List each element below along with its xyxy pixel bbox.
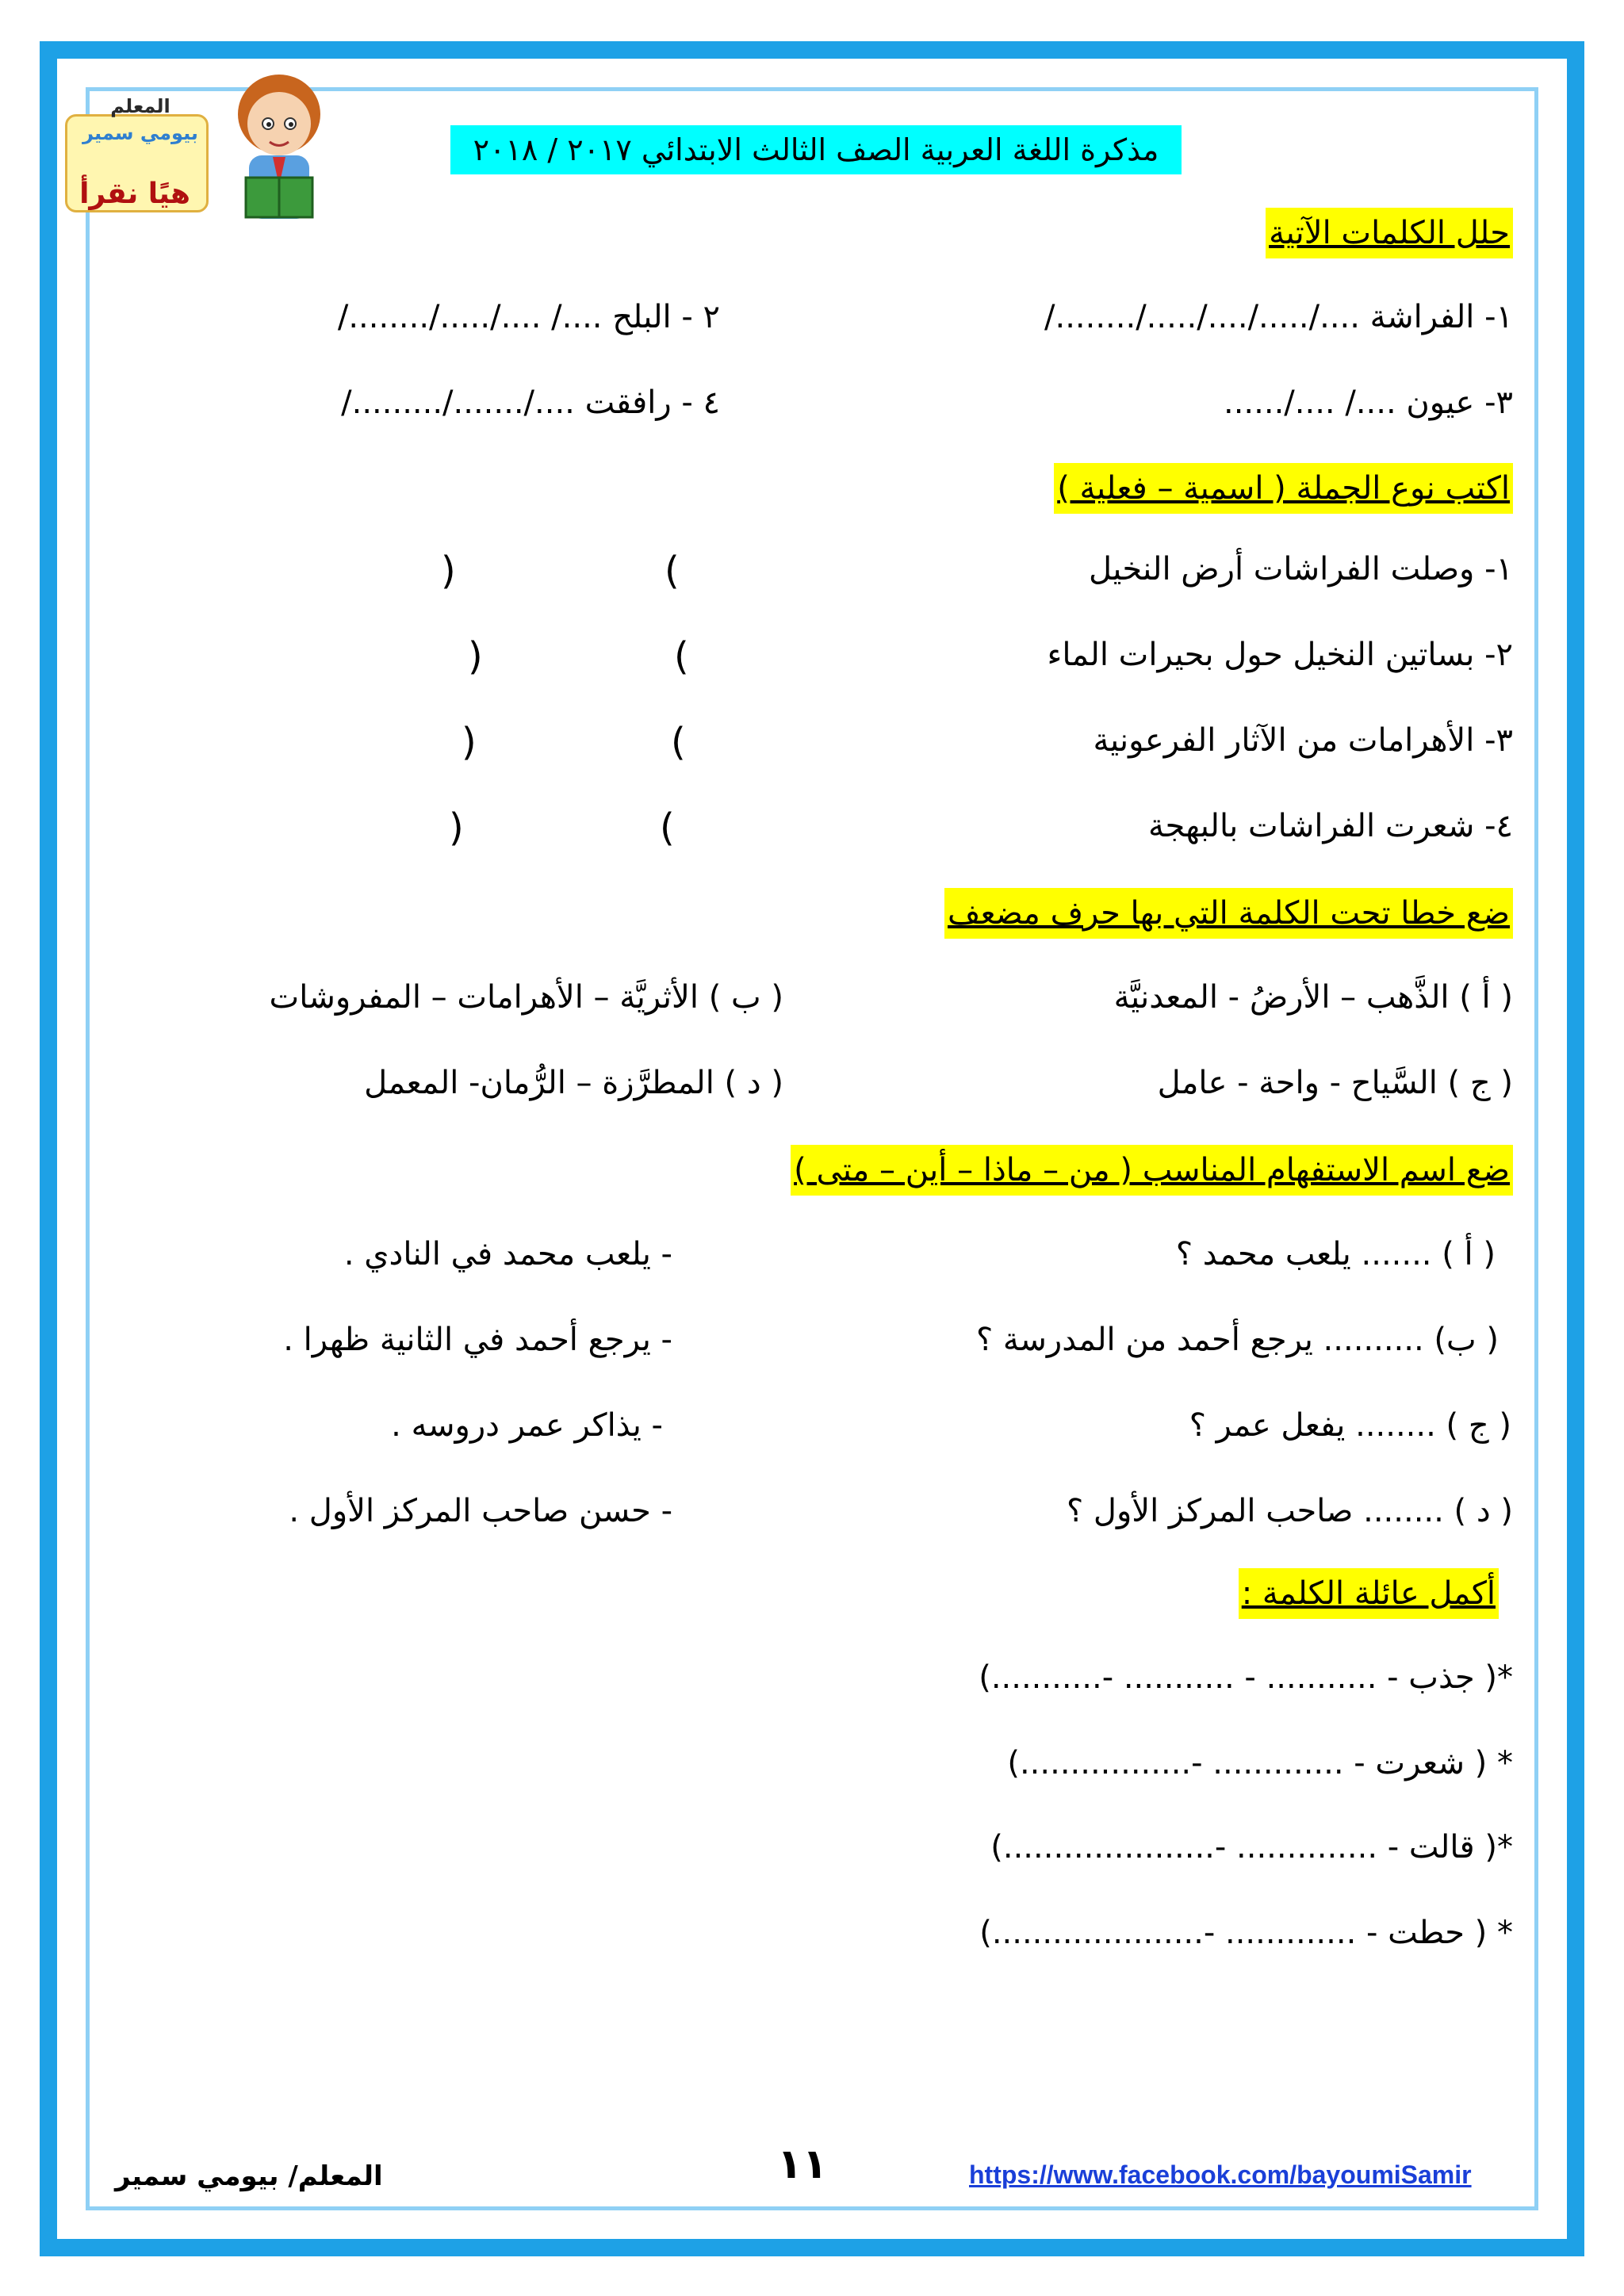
word-family-item-4: * ( حطت - ............. -.....................) [979,1915,1513,1951]
teacher-signature: المعلم/ بيومي سمير [115,2160,383,2192]
section4-heading: ضع اسم الاستفهام المناسب ( من – ماذا – أين – متى ) [791,1145,1513,1196]
doubled-letter-item-a: ( أ ) الذَّهب – الأرضُ - المعدنيَّة [1113,979,1513,1016]
analysis-item-4: ٤ - رافقت ..../......./........./ [341,385,720,421]
logo-role: المعلم [110,95,170,117]
answer-paren-3-open: ( [671,720,686,764]
answer-item-a: - يلعب محمد في النادي . [343,1236,672,1272]
analysis-item-2: ٢ - البلح ..../ ..../...../......../ [337,299,720,335]
facebook-link[interactable]: https://www.facebook.com/bayoumiSamir [969,2160,1472,2189]
page-title: مذكرة اللغة العربية الصف الثالث الابتدائي ٢٠١٧ / ٢٠١٨ [450,125,1182,174]
page-number: ١١ [777,2141,828,2188]
word-family-item-2: * ( شعرت - ............. -.................) [1007,1745,1513,1781]
answer-paren-2-close: ) [468,634,483,679]
sentence-item-1: ١- وصلت الفراشات أرض النخيل [1089,551,1513,587]
question-item-d: ( د ) ........ صاحب المركز الأول ؟ [1066,1493,1513,1529]
answer-paren-1-close: ) [441,549,456,593]
doubled-letter-item-d: ( د ) المطرَّزة – الرُّمان- المعمل [364,1065,783,1101]
sentence-item-4: ٤- شعرت الفراشات بالبهجة [1148,808,1513,844]
doubled-letter-item-c: ( ج ) السَّياح - واحة - عامل [1157,1065,1513,1101]
answer-item-c: - يذاكر عمر دروسه . [391,1407,663,1444]
section5-heading: أكمل عائلة الكلمة : [1239,1568,1499,1619]
question-item-a: ( أ ) ....... يلعب محمد ؟ [1175,1236,1496,1272]
word-family-item-1: *( جذب - ........... - ........... -...........) [979,1659,1513,1696]
section1-heading: حلل الكلمات الآتية [1266,208,1513,258]
section2-heading: اكتب نوع الجملة ( اسمية – فعلية ) [1054,463,1513,514]
analysis-item-3: ٣- عيون ..../ ..../...... [1224,385,1513,421]
answer-paren-1-open: ( [665,549,680,593]
question-item-c: ( ج ) ........ يفعل عمر ؟ [1189,1407,1511,1444]
teacher-logo [65,59,358,233]
question-item-b: ( ب) .......... يرجع أحمد من المدرسة ؟ [975,1322,1499,1358]
logo-name: بيومي سمير [82,122,198,144]
answer-paren-4-close: ) [449,806,464,850]
word-family-item-3: *( قالت - .............. -.....................) [990,1829,1513,1866]
doubled-letter-item-b: ( ب ) الأثريَّة – الأهرامات – المفروشات [269,979,783,1016]
answer-paren-3-close: ) [462,720,477,764]
boy-reading-illustration [200,67,358,233]
answer-item-d: - حسن صاحب المركز الأول . [289,1493,672,1529]
analysis-item-1: ١- الفراشة ..../...../..../...../......../ [1044,299,1513,335]
answer-paren-4-open: ( [660,806,675,850]
sentence-item-3: ٣- الأهرامات من الآثار الفرعونية [1093,722,1513,759]
logo-slogan: هيًا نقرأ [79,178,190,210]
sentence-item-2: ٢- بساتين النخيل حول بحيرات الماء [1047,637,1513,673]
answer-item-b: - يرجع أحمد في الثانية ظهرا . [283,1322,672,1358]
section3-heading: ضع خطا تحت الكلمة التي بها حرف مضعف [944,888,1513,939]
answer-paren-2-open: ( [674,634,689,679]
